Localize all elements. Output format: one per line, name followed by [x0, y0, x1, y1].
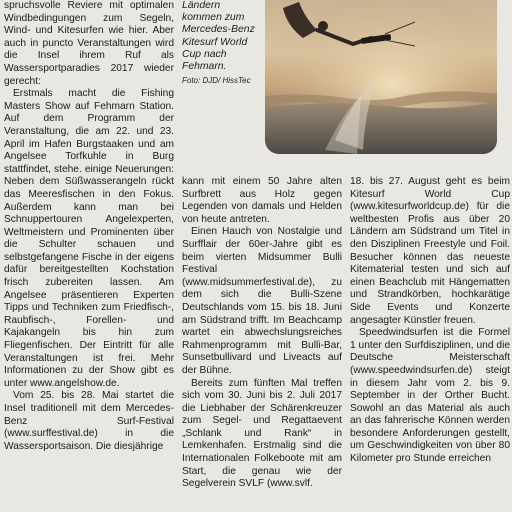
article-paragraph: Erstmals macht die Fishing Masters Show auf Fehmarn Station. Auf dem Programm der Veranstaltung, die am 22. und 23. April im Hafen Burgstaaken und am Angelsee Torfkuhle in Burg stattfindet, stehe. einige Neuerungen: Neben dem Süßwasserangeln rückt das Meeresfischen in den Fokus. Außerdem kann man bei Schnuppertouren Angelexperten, Weltmeistern und Prominenten über die Schulter schauen und selbstgefangene Fische in der eigens dafür bereitgestellten Kochstation frisch zubereiten lassen. Am Angelsee präsentieren Experten Tipps und Techniken zum Friedfisch-, Raubfisch-, Forellen- und Kajakangeln bis hin zum Fliegenfischen. Der Eintritt für alle Veranstaltungen ist frei. Mehr Informationen zu der Show gibt es unter www.angelshow.de.: [4, 88, 174, 389]
article-column-3: [350, 176, 510, 512]
article-column-1: [4, 0, 174, 512]
article-paragraph: Bereits zum fünften Mal treffen sich vom 30. Juni bis 2. Juli 2017 die Liebhaber der Schärenkreuzer zum Segel- und Regattaevent „Schlank und Rank“ in Lemkenhafen. Erstmalig sind die Internationalen Folkeboote mit am Start, die genau wie der Segelverein SVLF (www.svlf.: [182, 377, 342, 490]
kitesurfer-jump-photo: [265, 0, 497, 154]
article-column-2: [182, 176, 342, 512]
article-paragraph: spruchsvolle Reviere mit optimalen Windbedingungen zum Segeln, Wind- und Kitesurfen wie hier. Aber auch in puncto Veranstaltungen wird die Insel ihrem Ruf als Wassersportparadies 2017 wieder gerecht:: [4, 0, 174, 87]
caption-text: Ländern kommen zum Mercedes-Benz Kitesurf World Cup nach Fehmarn.: [182, 0, 255, 73]
article-paragraph: Vom 25. bis 28. Mai startet die Insel traditionell mit dem Mercedes-Benz Surf-Festival (www.surffestival.de) in die Wassersportsaison. Die diesjährige: [4, 390, 174, 452]
article-paragraph: Einen Hauch von Nostalgie und Surfflair der 60er-Jahre gibt es beim vierten Midsummer Bulli Festival (www.midsummerfestival.de), zu dem sich die Bulli-Szene Deutschlands vom 15. bis 18. Juni am Südstrand trifft. Im Beachcamp wartet ein abwechslungsreiches Rahmenprogramm mit Bulli-Bar, Sunsetbullivard und Liveacts auf der Bühne.: [182, 226, 342, 376]
article-paragraph: kann mit einem 50 Jahre alten Surfbrett aus Holz gegen Legenden von damals und Helden von heute antreten.: [182, 176, 342, 225]
photo-credit: Foto: DJD/ HissTec: [182, 76, 251, 86]
photo-caption: [182, 0, 260, 150]
photo-illustration: [265, 0, 497, 154]
article-paragraph: Speedwindsurfen ist die Formel 1 unter den Surfdisziplinen, und die Deutsche Meisterschaft (www.speedwindsurfen.de) steigt in diesem Jahr vom 2. bis 9. September in der Orther Bucht. Sowohl an das Material als auch an das fahrerische Können werden besondere Anforderungen gestellt, um Geschwindigkeiten von über 80 Kilometer pro Stunde erreichen: [350, 327, 510, 465]
article-paragraph: 18. bis 27. August geht es beim Kitesurf World Cup (www.kitesurfworldcup.de) für die weltbesten Profis aus über 20 Ländern am Südstrand um Titel in den Disziplinen Freestyle und Foil. Besucher können das neueste Kitematerial testen und sich auf einen Beachclub mit Hängematten und Strandkörben, hochkarätige Side Events und Konzerte angesagter Künstler freuen.: [350, 176, 510, 326]
